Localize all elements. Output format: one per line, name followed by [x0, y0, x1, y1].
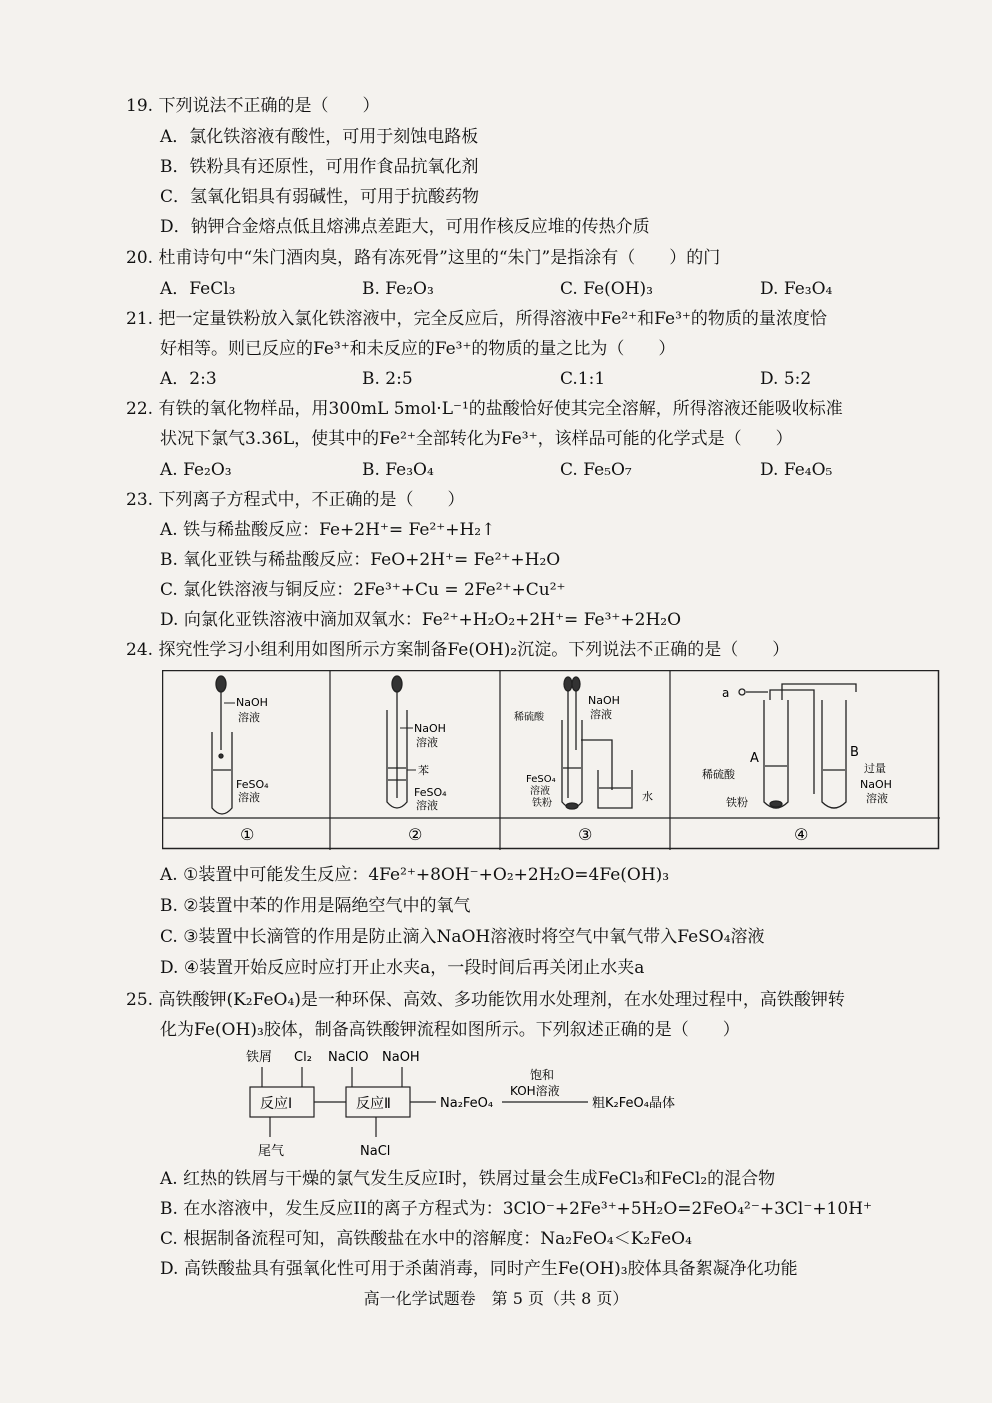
fig3-water-label: 水 — [642, 790, 653, 803]
q21-stem-line2: 好相等。则已反应的Fe³⁺和未反应的Fe³⁺的物质的量之比为（ ） — [160, 339, 676, 359]
q24-stem: 24. 探究性学习小组利用如图所示方案制备Fe(OH)₂沉淀。下列说法不正确的是（ ） — [126, 640, 790, 660]
fig3-solution-label-2: 溶液 — [530, 786, 550, 797]
fig4-tube-b-label: B — [850, 745, 859, 760]
q23-stem: 23. 下列离子方程式中，不正确的是（ ） — [126, 490, 465, 510]
q24-option-d: D. ④装置开始反应时应打开止水夹a，一段时间后再关闭止水夹a — [160, 958, 645, 978]
q21-stem-line1: 21. 把一定量铁粉放入氯化铁溶液中，完全反应后，所得溶液中Fe²⁺和Fe³⁺的物质的量浓度恰 — [126, 309, 827, 329]
fig3-iron-label: 铁粉 — [532, 798, 552, 809]
fig3-feso4-label: FeSO₄ — [526, 774, 556, 785]
fig1-solution-label-2: 溶液 — [238, 791, 260, 804]
flow-output-tail-gas: 尾气 — [258, 1144, 285, 1159]
fig4-clamp-a-label: a — [722, 686, 730, 700]
flow-input-naoh: NaOH — [382, 1050, 420, 1065]
fig1-solution-label: 溶液 — [238, 711, 260, 724]
q25-option-d: D. 高铁酸盐具有强氧化性可用于杀菌消毒，同时产生Fe(OH)₃胶体具备絮凝净化功能 — [160, 1259, 798, 1279]
fig2-benzene-label: 苯 — [418, 764, 429, 777]
fig2-solution-label: 溶液 — [416, 736, 438, 749]
flow-condition-2: KOH溶液 — [510, 1084, 560, 1098]
q20-stem: 20. 杜甫诗句中“朱门酒肉臭，路有冻死骨”这里的“朱门”是指涂有（ ）的门 — [126, 248, 721, 268]
q22-stem-line1: 22. 有铁的氧化物样品，用300mL 5mol·L⁻¹的盐酸恰好使其完全溶解，所得溶液还能吸收标准 — [126, 399, 843, 419]
fig3-number: ③ — [578, 825, 593, 844]
flow-input-iron: 铁屑 — [246, 1050, 273, 1065]
q20-option-a: A．FeCl₃ — [160, 279, 236, 299]
q23-option-a: A. 铁与稀盐酸反应：Fe+2H⁺= Fe²⁺+H₂↑ — [160, 520, 496, 540]
fig4-tube-a-label: A — [750, 751, 759, 766]
q22-option-d: D. Fe₄O₅ — [760, 460, 833, 480]
q25-stem-line2: 化为Fe(OH)₃胶体，制备高铁酸钾流程如图所示。下列叙述正确的是（ ） — [160, 1020, 740, 1040]
fig3-solution-label: 溶液 — [590, 708, 612, 721]
fig2-naoh-label: NaOH — [414, 722, 446, 735]
q19-stem: 19. 下列说法不正确的是（ ） — [126, 96, 380, 116]
fig4-excess-label: 过量 — [864, 762, 886, 775]
q21-option-d: D. 5:2 — [760, 369, 812, 389]
q19-option-a: A．氯化铁溶液有酸性，可用于刻蚀电路板 — [160, 127, 479, 147]
fig4-naoh-label: NaOH — [860, 778, 892, 791]
fig1-number: ① — [240, 825, 255, 844]
q24-option-b: B. ②装置中苯的作用是隔绝空气中的氧气 — [160, 896, 471, 916]
apparatus-figure — [162, 670, 940, 850]
q20-option-c: C. Fe(OH)₃ — [560, 279, 653, 299]
fig4-solution-label: 溶液 — [866, 792, 888, 805]
q22-option-a: A. Fe₂O₃ — [160, 460, 232, 480]
q23-option-b: B. 氧化亚铁与稀盐酸反应：FeO+2H⁺= Fe²⁺+H₂O — [160, 550, 561, 570]
q19-option-b: B．铁粉具有还原性，可用作食品抗氧化剂 — [160, 157, 479, 177]
q20-option-b: B. Fe₂O₃ — [362, 279, 434, 299]
q20-option-d: D. Fe₃O₄ — [760, 279, 833, 299]
q24-option-c: C. ③装置中长滴管的作用是防止滴入NaOH溶液时将空气中氧气带入FeSO₄溶液 — [160, 927, 765, 947]
q25-stem-line1: 25. 高铁酸钾(K₂FeO₄)是一种环保、高效、多功能饮用水处理剂，在水处理过程中，高铁酸钾转 — [126, 990, 845, 1010]
fig2-solution-label-2: 溶液 — [416, 799, 438, 812]
fig3-naoh-label: NaOH — [588, 694, 620, 707]
flow-condition-1: 饱和 — [530, 1068, 555, 1082]
fig3-acid-label: 稀硫酸 — [514, 712, 544, 723]
apparatus-2 — [387, 676, 407, 808]
flow-input-naclo: NaClO — [328, 1050, 369, 1065]
q23-option-c: C. 氯化铁溶液与铜反应：2Fe³⁺+Cu = 2Fe²⁺+Cu²⁺ — [160, 580, 566, 600]
page-footer: 高一化学试题卷 第 5 页（共 8 页） — [363, 1289, 629, 1308]
fig4-iron-label: 铁粉 — [726, 796, 748, 809]
process-flow-diagram — [240, 1045, 760, 1165]
q22-option-b: B. Fe₃O₄ — [362, 460, 434, 480]
fig1-naoh-label: NaOH — [236, 696, 268, 709]
flow-box-reaction-2: 反应Ⅱ — [356, 1096, 391, 1112]
q25-option-c: C. 根据制备流程可知，高铁酸盐在水中的溶解度：Na₂FeO₄＜K₂FeO₄ — [160, 1229, 692, 1249]
flow-output-nacl: NaCl — [360, 1144, 391, 1159]
q21-option-c: C.1:1 — [560, 369, 606, 389]
q24-option-a: A. ①装置中可能发生反应：4Fe²⁺+8OH⁻+O₂+2H₂O=4Fe(OH)₃ — [160, 865, 670, 885]
q21-option-b: B. 2:5 — [362, 369, 413, 389]
q22-stem-line2: 状况下氯气3.36L，使其中的Fe²⁺全部转化为Fe³⁺，该样品可能的化学式是（ ） — [160, 429, 793, 449]
q25-option-a: A. 红热的铁屑与干燥的氯气发生反应I时，铁屑过量会生成FeCl₃和FeCl₂的混合物 — [160, 1169, 776, 1189]
q21-option-a: A．2:3 — [160, 369, 217, 389]
q22-option-c: C. Fe₅O₇ — [560, 460, 632, 480]
fig2-number: ② — [408, 825, 423, 844]
flow-box-reaction-1: 反应Ⅰ — [260, 1096, 293, 1112]
fig4-number: ④ — [794, 825, 809, 844]
q23-option-d: D. 向氯化亚铁溶液中滴加双氧水：Fe²⁺+H₂O₂+2H⁺= Fe³⁺+2H₂O — [160, 610, 682, 630]
q19-option-c: C．氢氧化铝具有弱碱性，可用于抗酸药物 — [160, 187, 480, 207]
fig4-acid-label: 稀硫酸 — [702, 768, 735, 781]
fig1-feso4-label: FeSO₄ — [236, 778, 269, 791]
apparatus-4 — [739, 684, 856, 808]
flow-product: 粗K₂FeO₄晶体 — [592, 1096, 675, 1111]
flow-intermediate: Na₂FeO₄ — [440, 1096, 494, 1111]
flow-input-cl2: Cl₂ — [294, 1050, 312, 1065]
fig2-feso4-label: FeSO₄ — [414, 786, 447, 799]
q19-option-d: D．钠钾合金熔点低且熔沸点差距大，可用作核反应堆的传热介质 — [160, 217, 650, 237]
q25-option-b: B. 在水溶液中，发生反应II的离子方程式为：3ClO⁻+2Fe³⁺+5H₂O=2FeO₄²⁻+3Cl⁻+10H⁺ — [160, 1199, 872, 1219]
apparatus-1 — [212, 676, 232, 814]
